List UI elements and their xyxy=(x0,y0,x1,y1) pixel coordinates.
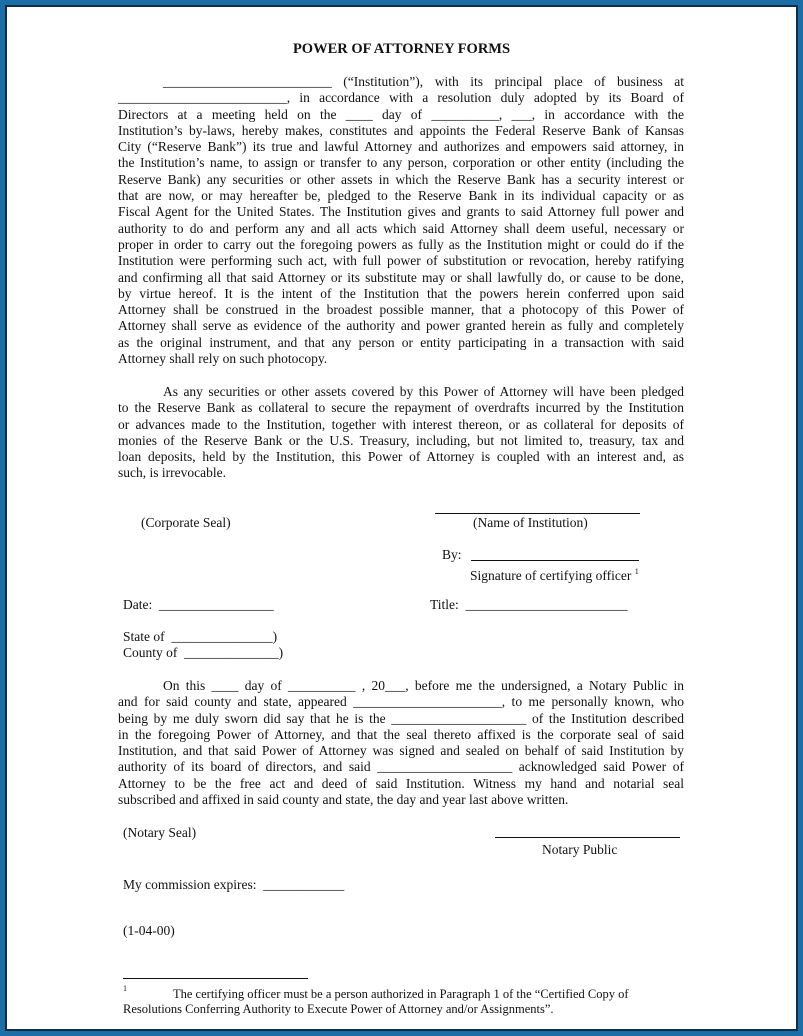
corporate-seal-label: (Corporate Seal) xyxy=(141,515,231,530)
notary-seal-label: (Notary Seal) xyxy=(123,825,197,840)
paragraph-line: by virtue hereof. It is the intent of the Institution that the powers herein conferred upon said xyxy=(118,285,684,301)
paragraph-line: As any securities or other assets covered by this Power of Attorney will have been pledged xyxy=(163,384,684,399)
paragraph-line: On this ____ day of __________ , 20___, before me the undersigned, a Notary Public in xyxy=(163,678,684,693)
paragraph-line: Attorney to be the free act and deed of said Institution. Witness my hand and notarial seal xyxy=(118,775,684,791)
paragraph-line: being by me duly sworn did say that he is the ____________________ of the Institution described xyxy=(118,710,684,726)
paragraph-irrevocable xyxy=(118,384,684,482)
paragraph-line: such, is irrevocable. xyxy=(118,465,226,481)
institution-name-line xyxy=(435,513,640,514)
footnote-line-1: The certifying officer must be a person authorized in Paragraph 1 of the “Certified Copy of xyxy=(173,987,629,1001)
paragraph-line: or advances made to the Institution, together with interest thereon, or as collateral for deposits of xyxy=(118,416,684,432)
document-title: POWER OF ATTORNEY FORMS xyxy=(292,41,511,57)
by-label: By: xyxy=(442,547,462,562)
paragraph-line: monies of the Reserve Bank or the U.S. Treasury, including, but not limited to, treasury, tax and xyxy=(118,432,684,448)
paragraph-line: Attorney shall rely on such photocopy. xyxy=(118,351,328,367)
paragraph-line: _________________________ (“Institution”), with its principal place of business at xyxy=(163,74,684,89)
notary-public-label: Notary Public xyxy=(542,842,618,857)
revision-date: (1-04-00) xyxy=(123,923,175,938)
paragraph-line: Directors at a meeting held on the ____ day of __________, ___, in accordance with the xyxy=(118,106,684,122)
paragraph-line: that are now, or may hereafter be, pledged to the Reserve Bank in its individual capacity or as xyxy=(118,188,684,204)
paragraph-line: Institution’s by-laws, hereby makes, constitutes and appoints the Federal Reserve Bank of Kansas xyxy=(118,122,684,138)
institution-name-label: (Name of Institution) xyxy=(473,515,588,530)
county-field: County of ______________) xyxy=(123,645,284,660)
paragraph-line: City (“Reserve Bank”) its true and lawful Attorney and authorizes and empowers said attorney, in xyxy=(118,139,684,155)
paragraph-line: loan deposits, held by the Institution, this Power of Attorney is coupled with an interest and, as xyxy=(118,449,684,465)
paragraph-line: as the original instrument, and that any person or entity participating in a transaction with said xyxy=(118,334,684,350)
paragraph-line: authority of its board of directors, and said ____________________ acknowledged said Power of xyxy=(118,759,684,775)
paragraph-line: the Institution’s name, to assign or transfer to any person, corporation or other entity (including the xyxy=(118,155,684,171)
paragraph-line: and for said county and state, appeared ______________________, to me personally known, who xyxy=(118,694,684,710)
signature-label: Signature of certifying officer $^1$ xyxy=(470,567,639,583)
paragraph-line: in the foregoing Power of Attorney, and that the seal thereto affixed is the corporate seal of said xyxy=(118,726,684,742)
paragraph-line: and confirming all that said Attorney or its substitute may or shall lawfully do, or cause to be done, xyxy=(118,269,684,285)
paragraph-line: authority to do and perform any and all acts which said Attorney shall deem useful, necessary or xyxy=(118,220,684,236)
footnote-line-2: Resolutions Conferring Authority to Execute Power of Attorney and/or Assignments”. xyxy=(123,1002,554,1016)
paragraph-line: Fiscal Agent for the United States. The Institution gives and grants to said Attorney full power and xyxy=(118,204,684,220)
state-field: State of _______________) xyxy=(123,629,278,644)
paragraph-appointment xyxy=(118,74,684,367)
footnote-marker: 1 xyxy=(123,984,127,993)
paragraph-notary xyxy=(118,678,684,808)
paragraph-line: Institution were performing such act, with full power of substitution or revocation, hereby ratifying xyxy=(118,253,684,269)
paragraph-line: Reserve Bank) any securities or other assets in which the Reserve Bank has a security interest or xyxy=(118,171,684,187)
paragraph-line: to the Reserve Bank as collateral to secure the repayment of overdrafts incurred by the Institution xyxy=(118,400,684,416)
footnote-ref: 1 xyxy=(634,567,639,576)
date-field: Date: _________________ xyxy=(123,597,274,612)
paragraph-line: subscribed and affixed in said county and state, the day and year last above written. xyxy=(118,792,569,808)
paragraph-line: _________________________, in accordance with a resolution duly adopted by its Board of xyxy=(118,90,684,106)
paragraph-line: proper in order to carry out the foregoing powers as fully as the Institution might or could do if the xyxy=(118,236,684,252)
paragraph-line: Attorney shall be construed in the broadest possible manner, that a photocopy of this Power of xyxy=(118,302,684,318)
paragraph-line: Attorney shall serve as evidence of the authority and power granted herein as fully and completely xyxy=(118,318,684,334)
notary-signature-line xyxy=(495,837,680,838)
paragraph-line: Institution, and that said Power of Attorney was signed and sealed on behalf of said Institution by xyxy=(118,743,684,759)
signature-line xyxy=(471,560,639,561)
footnote-separator xyxy=(123,978,308,979)
commission-expires-field: My commission expires: ____________ xyxy=(123,877,345,892)
title-field: Title: ________________________ xyxy=(430,597,628,612)
